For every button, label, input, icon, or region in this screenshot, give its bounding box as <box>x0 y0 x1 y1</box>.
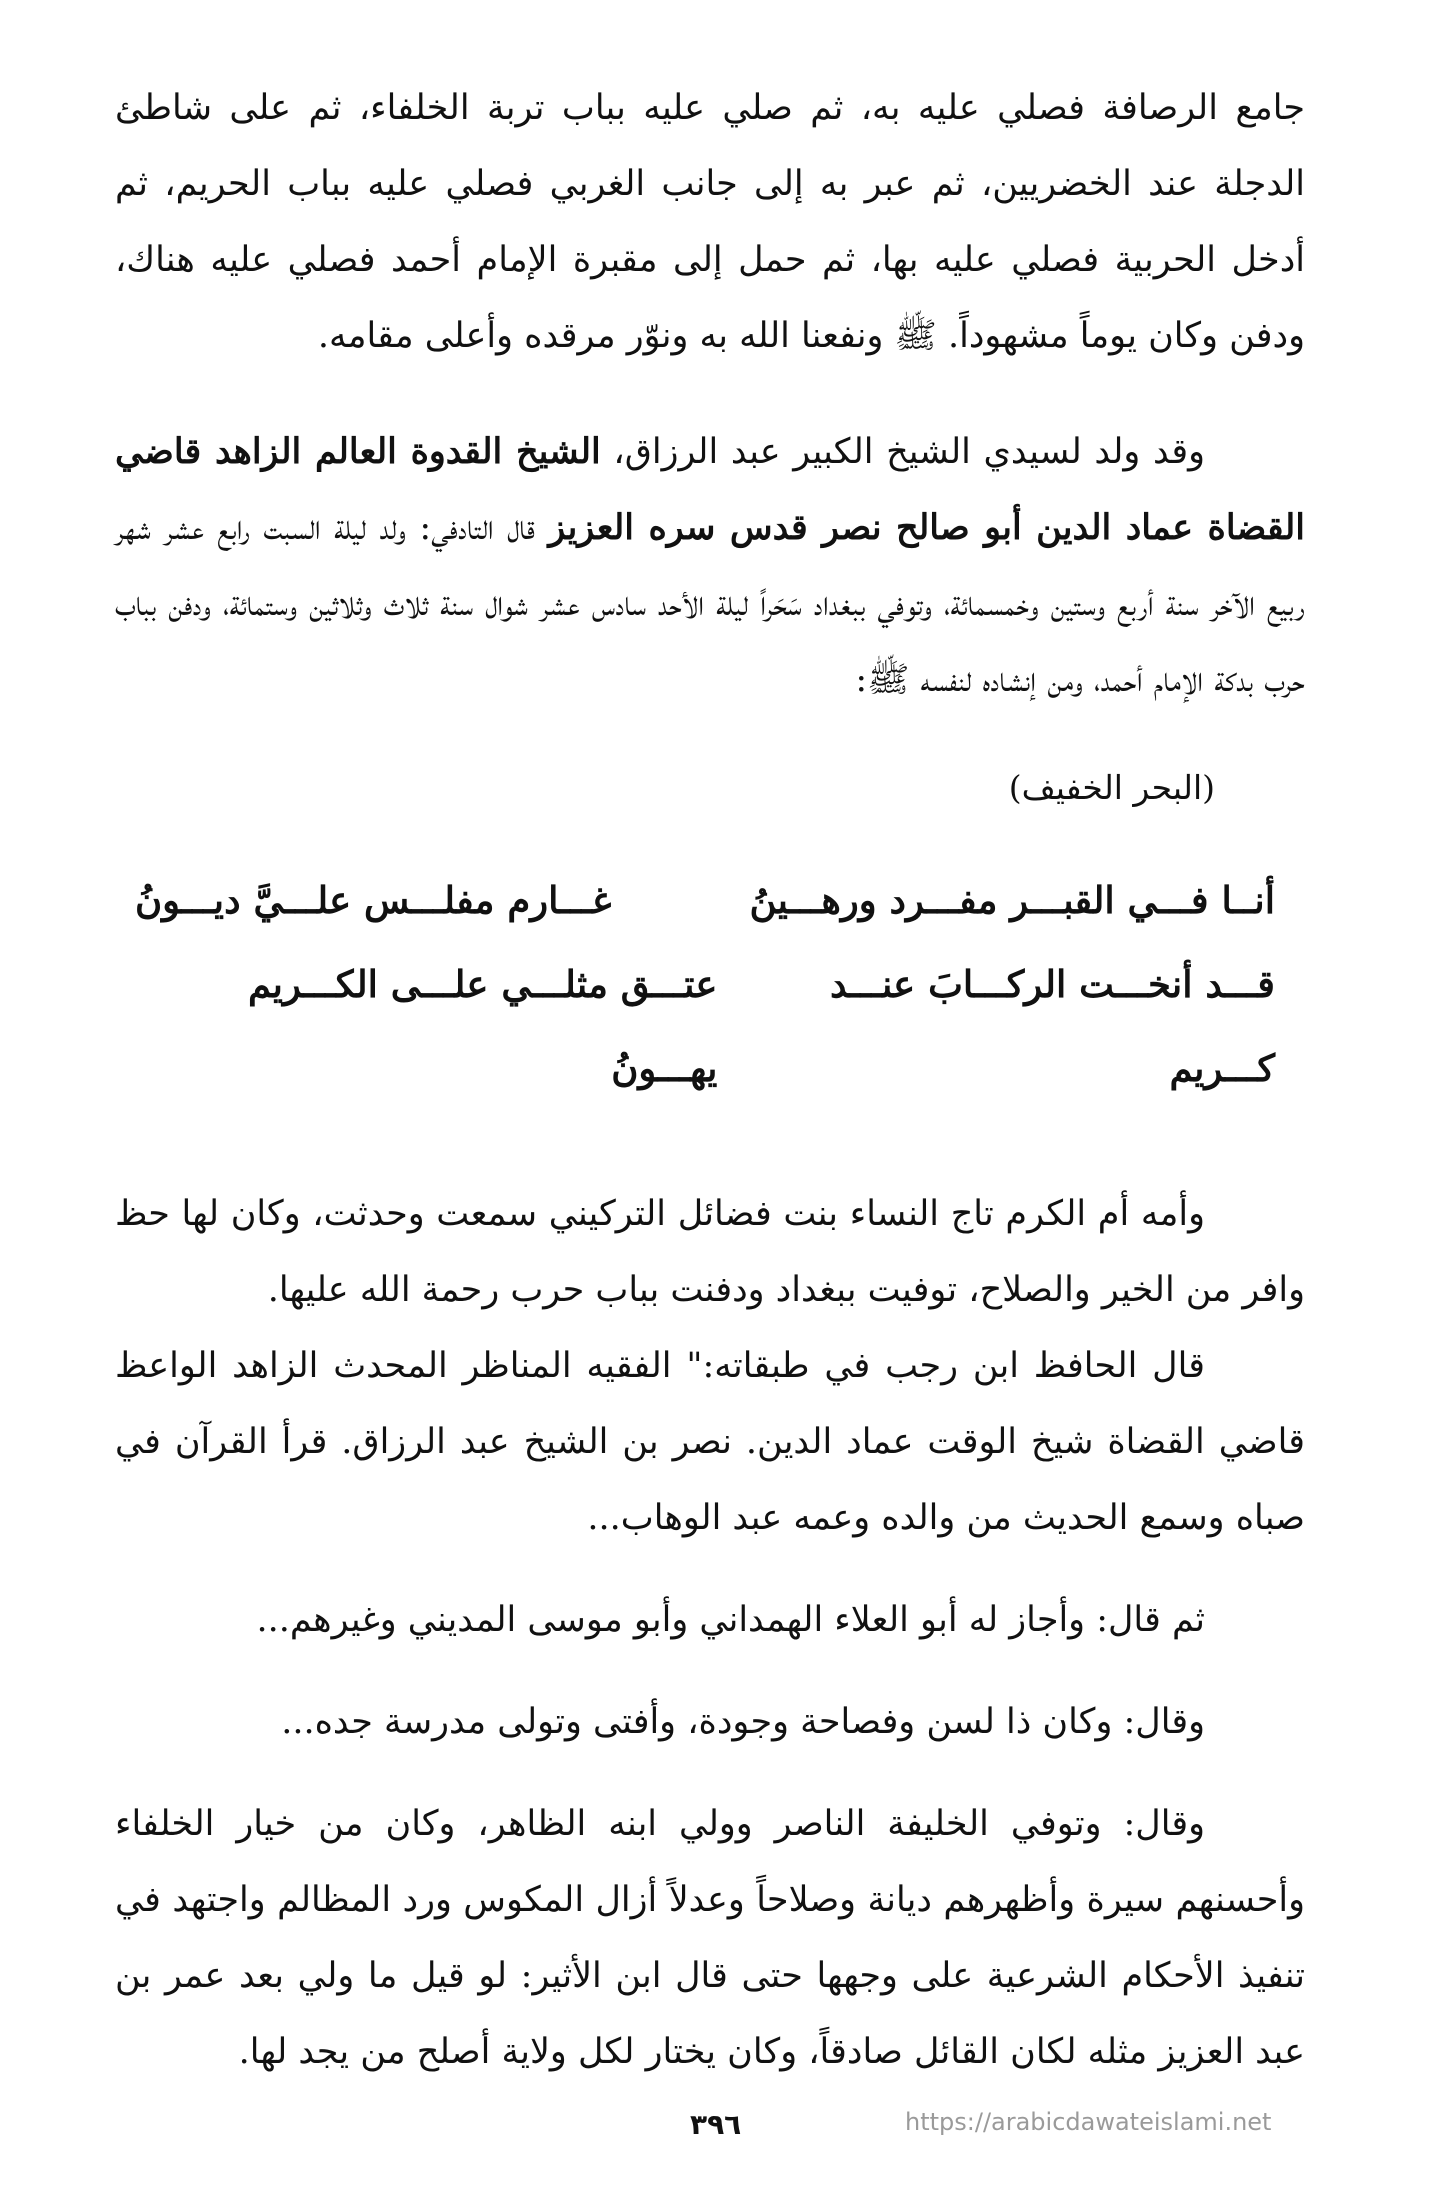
verse-line-2 <box>115 942 1305 1110</box>
paragraph-6: وقال: وكان ذا لسن وفصاحة وجودة، وأفتى وتولى مدرسة جده... <box>281 1702 1205 1742</box>
paragraph-7: وقال: وتوفي الخليفة الناصر وولي ابنه الظاهر، وكان من خيار الخلفاء وأحسنهم سيرة وأظهرهم ديانة وصلاحاً وعدلاً أزال المكوس ورد المظالم واجتهد في تنفيذ الأحكام الشرعية على وجهها حتى قال ابن الأثير: لو قيل ما ولي بعد عمر بن عبد العزيز مثله لكان القائل صادقاً، وكان يختار لكل ولاية أصلح من يجد لها. <box>115 1804 1305 2072</box>
verse-1-first-hemistich: أنــا فـــي القبـــر مفـــرد ورهـــينُ <box>749 878 1275 922</box>
paragraph-5: ثم قال: وأجاز له أبو العلاء الهمداني وأبو موسى المديني وغيرهم... <box>256 1600 1205 1640</box>
paragraph-2-intro: وقد ولد لسيدي الشيخ الكبير عبد الرزاق، <box>613 432 1205 472</box>
verse-line-1 <box>115 858 1305 942</box>
watermark-url: https://arabicdawateislami.net <box>905 2108 1272 2136</box>
paragraph-2 <box>115 414 1305 718</box>
paragraph-1: جامع الرصافة فصلي عليه به، ثم صلي عليه بباب تربة الخلفاء، ثم على شاطئ الدجلة عند الخضريين، ثم عبر به إلى جانب الغربي فصلي عليه بباب الحريم، ثم أدخل الحربية فصلي عليه بها، ثم حمل إلى مقبرة الإمام أحمد فصلي عليه هناك، ودفن وكان يوماً مشهوداً. ﷺ ونفعنا الله به ونوّر مرقده وأعلى مقامه. <box>115 88 1305 356</box>
paragraph-4: قال الحافظ ابن رجب في طبقاته:" الفقيه المناظر المحدث الزاهد الواعظ قاضي القضاة شيخ الوقت عماد الدين. نصر بن الشيخ عبد الرزاق. قرأ القرآن في صباه وسمع الحديث من والده وعمه عبد الوهاب... <box>115 1346 1305 1538</box>
verse-1-second-hemistich: غـــارم مفلـــس علـــيَّ ديـــونُ <box>135 878 612 922</box>
page-content <box>115 70 1305 2090</box>
page-number: ٣٩٦ <box>690 2108 742 2141</box>
paragraph-3: وأمه أم الكرم تاج النساء بنت فضائل التركيني سمعت وحدثت، وكان لها حظ وافر من الخير والصلاح، توفيت ببغداد ودفنت بباب حرب رحمة الله عليها. <box>115 1194 1305 1310</box>
verse-2-second-hemistich: عتـــق مثلـــي علـــى الكـــريم يهـــونُ <box>248 962 718 1090</box>
paragraph-2-rest: قال التادفي: ولد ليلة السبت رابع عشر شهر ربيع الآخر سنة أربع وستين وخمسمائة، وتوفي ببغداد سَحَراً ليلة الأحد سادس عشر شوال سنة ثلاث وثلاثين وستمائة، ودفن بباب حرب بدكة الإمام أحمد، ومن إنشاده لنفسه ﷺ: <box>115 508 1305 700</box>
verse-2-first-hemistich: قـــد أنخـــت الركـــابَ عنـــد كـــريم <box>830 962 1275 1090</box>
poem-verses <box>115 858 1305 1110</box>
paragraph-2-name: الشيخ القدوة العالم الزاهد قاضي القضاة عماد الدين أبو صالح نصر قدس سره العزيز <box>115 431 1305 548</box>
poetic-meter-label: (البحر الخفيف) <box>1008 768 1215 807</box>
